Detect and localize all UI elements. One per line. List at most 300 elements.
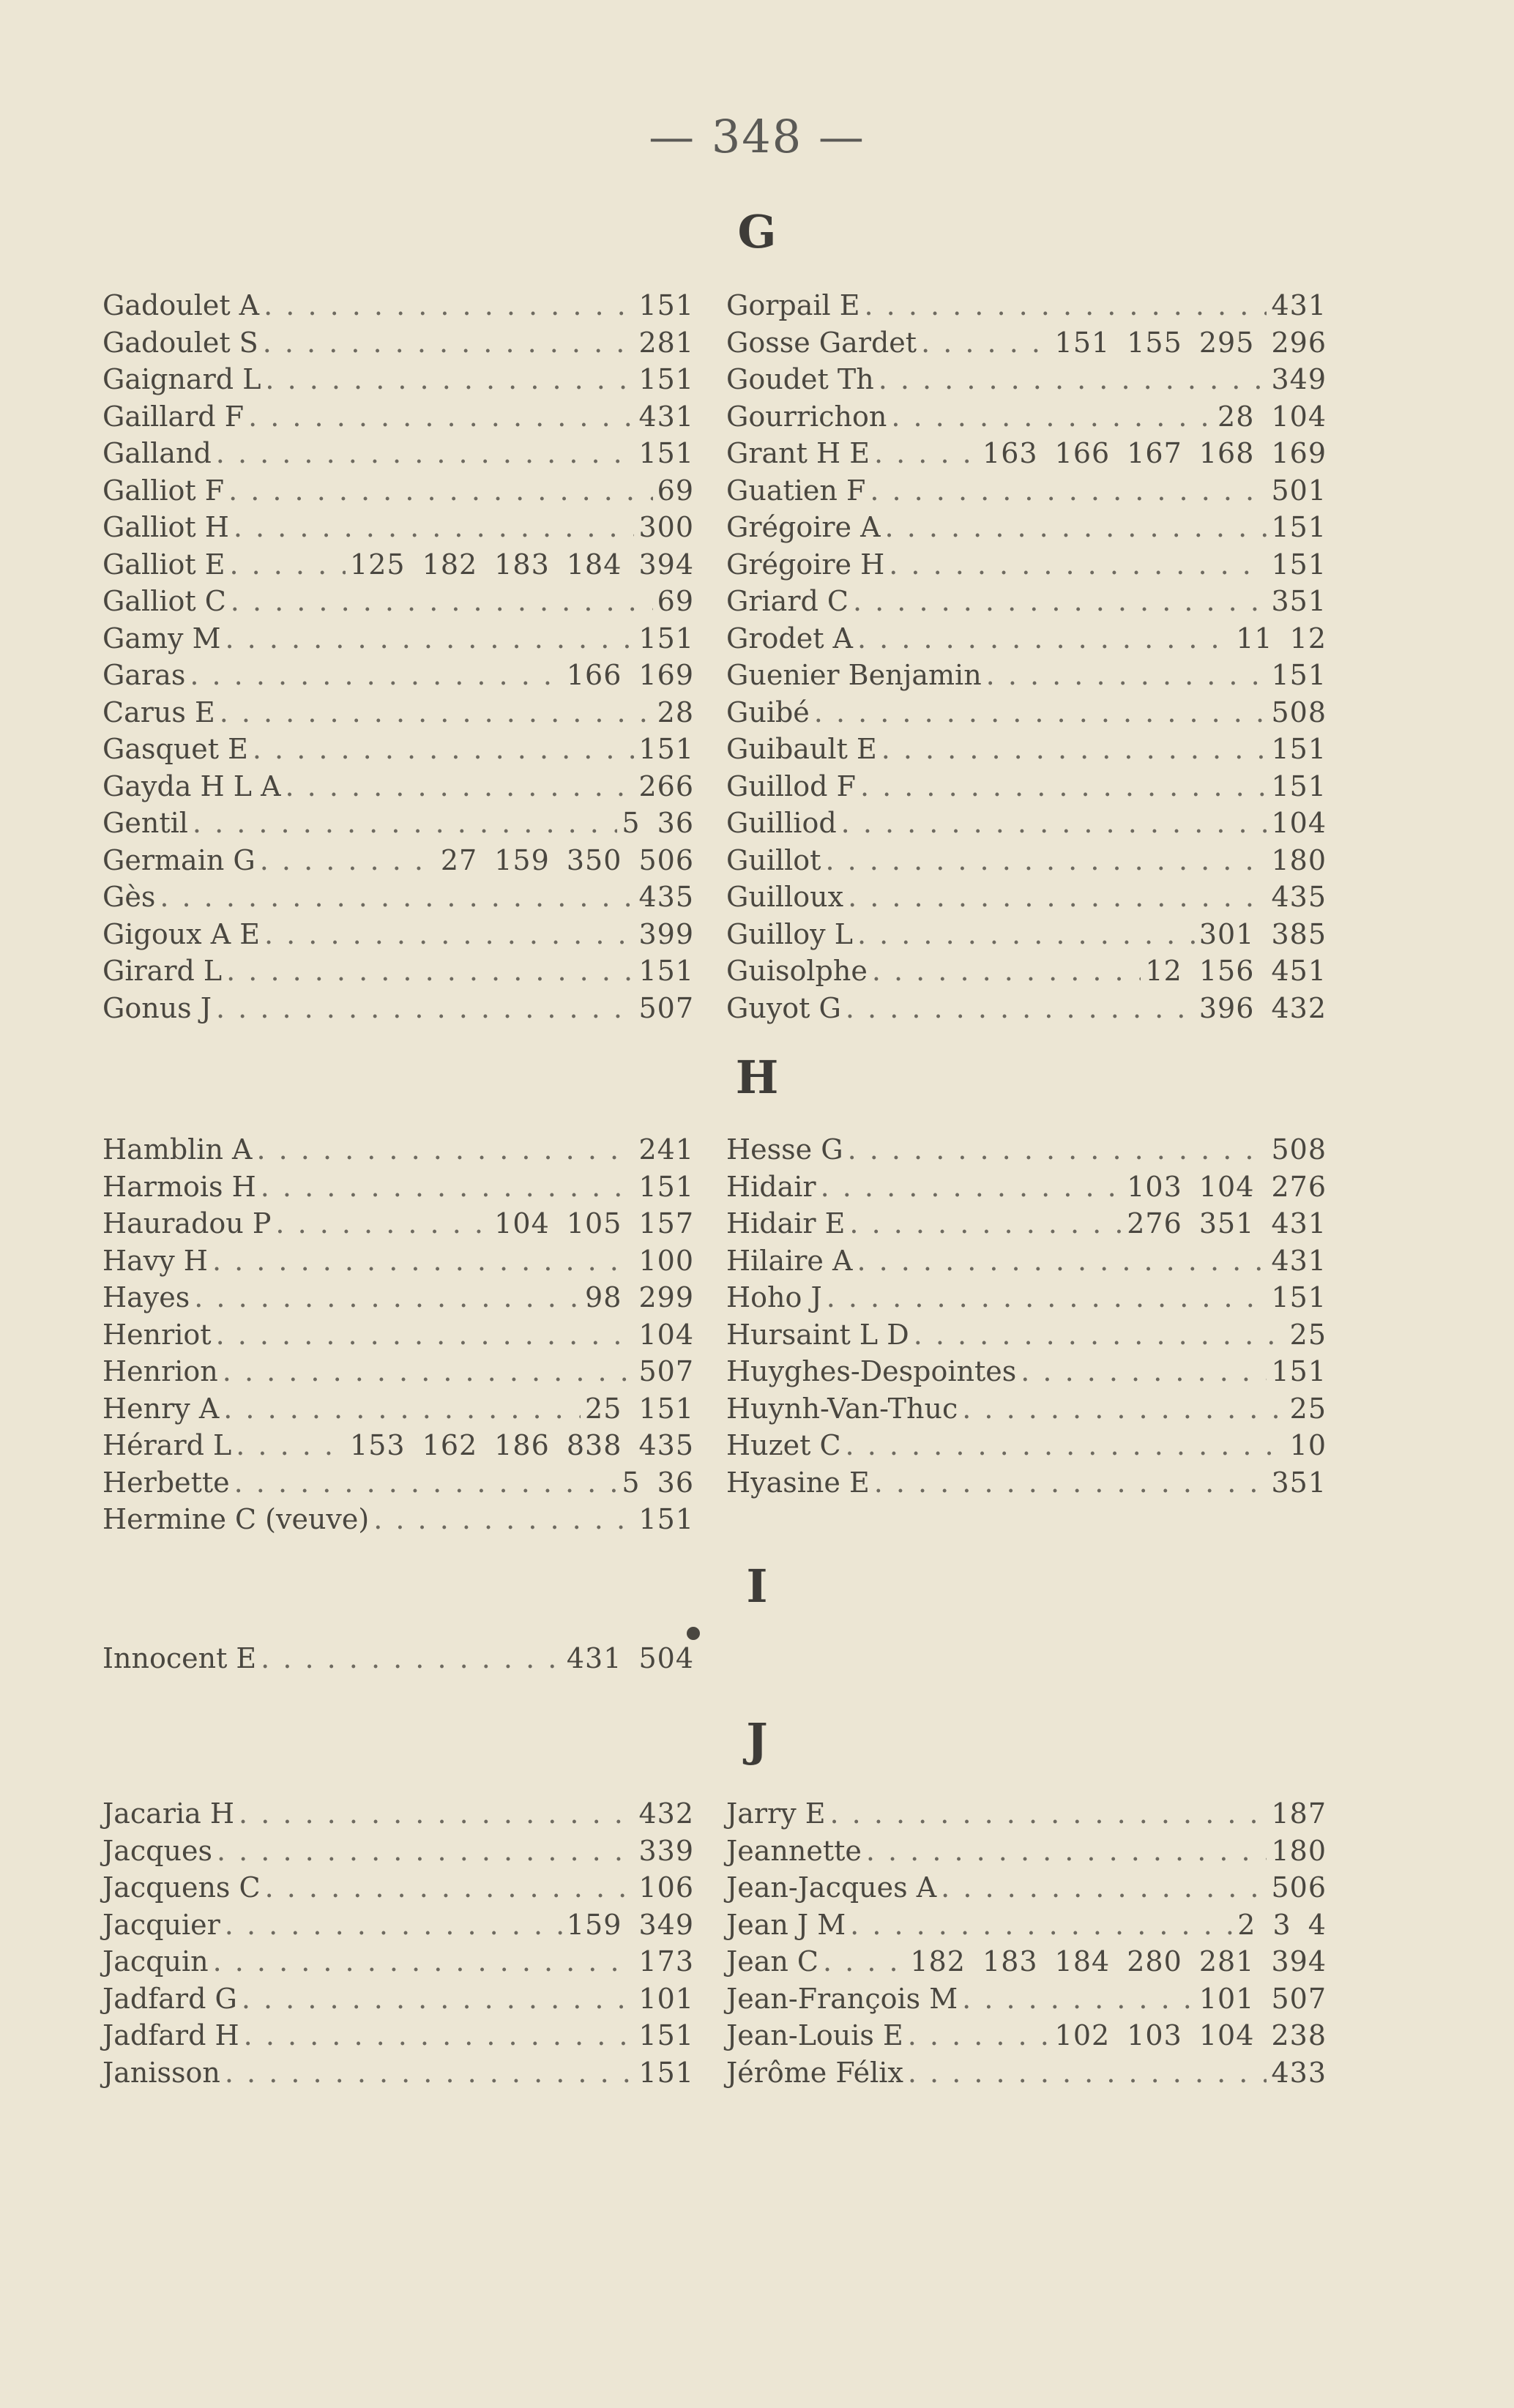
- entry-name: Henry A: [102, 1392, 220, 1425]
- entry-name: Hayes: [102, 1281, 190, 1313]
- dot-leader: [226, 953, 634, 990]
- entry-pages: 27 159 350 506: [440, 843, 694, 876]
- dot-leader: [885, 509, 1267, 546]
- entry-name: Gasquet E: [102, 733, 248, 765]
- entry-name: Innocent E: [102, 1642, 257, 1674]
- entry-name: Gonus J: [102, 991, 212, 1024]
- dot-leader: [216, 435, 635, 472]
- index-entry: [726, 879, 1327, 916]
- section-h-right-column: [726, 1131, 1327, 1501]
- page-number: — 348 —: [649, 110, 865, 163]
- dot-leader: [216, 990, 634, 1027]
- index-entry: [726, 324, 1327, 362]
- entry-pages: 508: [1271, 696, 1327, 728]
- dot-leader: [962, 1980, 1195, 2018]
- entry-name: Galland: [102, 437, 212, 469]
- entry-name: Guibault E: [726, 733, 877, 765]
- entry-name: Jérôme Félix: [726, 2056, 903, 2089]
- dot-leader: [275, 1205, 490, 1242]
- entry-name: Hauradou P: [102, 1207, 272, 1240]
- entry-name: Galliot C: [102, 585, 226, 617]
- entry-name: Jean C: [726, 1945, 819, 1978]
- dot-leader: [914, 1316, 1286, 1354]
- dot-leader: [253, 731, 635, 768]
- index-entry: [726, 1390, 1327, 1428]
- entry-pages: 12 156 451: [1145, 955, 1327, 987]
- dot-leader: [857, 1242, 1267, 1280]
- index-entry: [726, 361, 1327, 398]
- entry-name: Gamy M: [102, 622, 221, 655]
- entry-pages: 276 351 431: [1127, 1207, 1327, 1240]
- dot-leader: [857, 620, 1231, 657]
- entry-name: Guisolphe: [726, 955, 868, 987]
- entry-pages: 432: [638, 1797, 694, 1830]
- entry-pages: 180: [1271, 843, 1327, 876]
- dot-leader: [891, 398, 1213, 436]
- dot-leader: [870, 472, 1267, 510]
- entry-name: Harmois H: [102, 1170, 256, 1203]
- entry-name: Gaillard F: [102, 400, 245, 433]
- entry-pages: 431: [638, 400, 694, 433]
- entry-name: Griard C: [726, 585, 849, 617]
- index-entry: [726, 472, 1327, 510]
- entry-name: Huynh-Van-Thuc: [726, 1392, 958, 1425]
- entry-name: Goudet Th: [726, 363, 874, 395]
- dot-leader: [908, 2054, 1267, 2092]
- entry-name: Guillot: [726, 843, 821, 876]
- entry-pages: 100: [638, 1244, 694, 1277]
- entry-name: Guibé: [726, 696, 810, 728]
- entry-pages: 431 504: [566, 1642, 694, 1674]
- dot-leader: [220, 694, 653, 731]
- entry-pages: 151: [638, 2056, 694, 2089]
- index-entry: [102, 1242, 694, 1280]
- entry-pages: 159 349: [566, 1908, 694, 1941]
- dot-leader: [881, 731, 1267, 768]
- index-entry: [726, 657, 1327, 694]
- index-entry: [726, 1205, 1327, 1242]
- entry-name: Germain G: [102, 843, 256, 876]
- dot-leader: [256, 1131, 634, 1168]
- entry-name: Jacquier: [102, 1908, 220, 1941]
- index-entry: [102, 1205, 694, 1242]
- dot-leader: [827, 1279, 1267, 1316]
- entry-name: Guilloux: [726, 881, 844, 913]
- entry-pages: 151: [1271, 769, 1327, 802]
- entry-pages: 151: [638, 363, 694, 395]
- entry-pages: 28: [657, 696, 694, 728]
- entry-pages: 351: [1271, 585, 1327, 617]
- entry-pages: 266: [638, 769, 694, 802]
- entry-pages: 151: [638, 289, 694, 321]
- dot-leader: [879, 361, 1267, 398]
- entry-name: Gosse Gardet: [726, 326, 917, 359]
- index-entry: [726, 1980, 1327, 2018]
- entry-pages: 101 507: [1198, 1982, 1327, 2015]
- index-entry: [102, 2054, 694, 2092]
- entry-pages: 507: [638, 991, 694, 1024]
- entry-pages: 399: [638, 917, 694, 950]
- index-entry: [102, 1501, 694, 1538]
- index-entry: [726, 842, 1327, 879]
- index-entry: [102, 916, 694, 953]
- dot-leader: [872, 953, 1141, 990]
- index-entry: [726, 1943, 1327, 1980]
- dot-leader: [264, 916, 635, 953]
- dot-leader: [213, 1943, 635, 1980]
- entry-name: Guatien F: [726, 474, 866, 507]
- index-entry: [102, 1131, 694, 1168]
- entry-name: Gès: [102, 881, 156, 913]
- entry-name: Jadfard H: [102, 2019, 239, 2051]
- entry-pages: 182 183 184 280 281 394: [910, 1945, 1327, 1978]
- index-entry: [726, 990, 1327, 1027]
- entry-name: Carus E: [102, 696, 215, 728]
- entry-name: Girard L: [102, 955, 223, 987]
- entry-pages: 433: [1271, 2056, 1327, 2089]
- dot-leader: [236, 1427, 346, 1464]
- entry-pages: 2 3 4: [1237, 1908, 1327, 1941]
- entry-pages: 125 182 183 184 394: [350, 548, 694, 581]
- index-entry: [726, 1279, 1327, 1316]
- entry-name: Hidair: [726, 1170, 816, 1203]
- entry-pages: 431: [1271, 289, 1327, 321]
- index-entry: [726, 1464, 1327, 1502]
- entry-pages: 151: [638, 1503, 694, 1535]
- entry-name: Huzet C: [726, 1429, 841, 1461]
- index-entry: [102, 398, 694, 436]
- entry-pages: 349: [1271, 363, 1327, 395]
- index-entry: [726, 620, 1327, 657]
- entry-name: Guenier Benjamin: [726, 659, 982, 691]
- dot-leader: [941, 1869, 1267, 1906]
- dot-leader: [239, 1795, 634, 1833]
- dot-leader: [263, 324, 635, 362]
- dot-leader: [865, 287, 1267, 324]
- index-entry: [102, 1943, 694, 1980]
- dot-leader: [848, 879, 1267, 916]
- dot-leader: [846, 1427, 1286, 1464]
- entry-pages: 431: [1271, 1244, 1327, 1277]
- index-entry: [726, 287, 1327, 324]
- entry-pages: 25 151: [585, 1392, 694, 1425]
- index-entry: [726, 2054, 1327, 2092]
- index-entry: [726, 953, 1327, 990]
- entry-pages: 163 166 167 168 169: [982, 437, 1327, 469]
- dot-leader: [212, 1242, 635, 1280]
- section-i-left-column: [102, 1640, 694, 1677]
- entry-name: Guilloy L: [726, 917, 853, 950]
- entry-pages: 241: [638, 1133, 694, 1166]
- entry-pages: 300: [638, 511, 694, 543]
- entry-pages: 508: [1271, 1133, 1327, 1166]
- entry-name: Jarry E: [726, 1797, 826, 1830]
- dot-leader: [848, 1131, 1267, 1168]
- dot-leader: [261, 1168, 635, 1206]
- entry-name: Grégoire A: [726, 511, 881, 543]
- entry-name: Hursaint L D: [726, 1318, 909, 1351]
- dot-leader: [261, 1640, 562, 1677]
- entry-name: Gorpail E: [726, 289, 860, 321]
- entry-pages: 104: [1271, 807, 1327, 839]
- entry-name: Hoho J: [726, 1281, 822, 1313]
- index-entry: [102, 1980, 694, 2018]
- section-letter-g: G: [737, 205, 777, 258]
- dot-leader: [866, 1833, 1267, 1870]
- dot-leader: [242, 1980, 635, 2018]
- index-entry: [726, 1906, 1327, 1944]
- dot-leader: [841, 805, 1267, 842]
- entry-pages: 10: [1289, 1429, 1327, 1461]
- index-entry: [102, 731, 694, 768]
- section-letter-j: J: [746, 1713, 768, 1767]
- dot-leader: [229, 546, 346, 584]
- entry-name: Grodet A: [726, 622, 854, 655]
- entry-name: Jacaria H: [102, 1797, 235, 1830]
- entry-pages: 98 299: [585, 1281, 694, 1313]
- index-entry: [102, 1640, 694, 1677]
- dot-leader: [248, 398, 634, 436]
- index-entry: [102, 990, 694, 1027]
- index-entry: [726, 1242, 1327, 1280]
- dot-leader: [962, 1390, 1285, 1428]
- index-entry: [102, 1316, 694, 1354]
- dot-leader: [889, 546, 1267, 584]
- entry-pages: 104 105 157: [494, 1207, 694, 1240]
- entry-name: Huyghes-Despointes: [726, 1355, 1017, 1387]
- dot-leader: [234, 1464, 618, 1502]
- dot-leader: [231, 583, 653, 620]
- dot-leader: [849, 1205, 1122, 1242]
- entry-pages: 25: [1289, 1318, 1327, 1351]
- entry-name: Guyot G: [726, 991, 841, 1024]
- entry-name: Hesse G: [726, 1133, 843, 1166]
- entry-pages: 5 36: [622, 1466, 694, 1499]
- dot-leader: [190, 657, 562, 694]
- index-entry: [726, 1353, 1327, 1390]
- entry-name: Hilaire A: [726, 1244, 853, 1277]
- index-entry: [726, 1168, 1327, 1206]
- entry-pages: 25: [1289, 1392, 1327, 1425]
- dot-leader: [1021, 1353, 1267, 1390]
- entry-pages: 101: [638, 1982, 694, 2015]
- entry-pages: 151: [1271, 511, 1327, 543]
- entry-name: Gentil: [102, 807, 188, 839]
- index-entry: [102, 1353, 694, 1390]
- entry-pages: 103 104 276: [1127, 1170, 1327, 1203]
- entry-name: Grant H E: [726, 437, 870, 469]
- entry-pages: 396 432: [1198, 991, 1327, 1024]
- dot-leader: [830, 1795, 1267, 1833]
- entry-pages: 351: [1271, 1466, 1327, 1499]
- dot-leader: [194, 1279, 581, 1316]
- dot-leader: [225, 620, 635, 657]
- section-j-left-column: [102, 1795, 694, 2091]
- index-entry: [102, 805, 694, 842]
- section-g-left-column: [102, 287, 694, 1026]
- index-entry: [102, 657, 694, 694]
- entry-name: Gourrichon: [726, 400, 887, 433]
- dot-leader: [986, 657, 1267, 694]
- section-j-right-column: [726, 1795, 1327, 2091]
- entry-pages: 151: [638, 622, 694, 655]
- index-entry: [102, 1869, 694, 1906]
- index-entry: [102, 694, 694, 731]
- index-entry: [726, 1131, 1327, 1168]
- dot-leader: [216, 1316, 635, 1354]
- index-entry: [102, 546, 694, 584]
- entry-pages: 180: [1271, 1834, 1327, 1867]
- index-entry: [102, 435, 694, 472]
- entry-name: Galliot H: [102, 511, 229, 543]
- entry-pages: 151: [1271, 1281, 1327, 1313]
- dot-leader: [225, 1906, 562, 1944]
- entry-name: Gigoux A E: [102, 917, 260, 950]
- entry-name: Gadoulet S: [102, 326, 258, 359]
- index-entry: [102, 620, 694, 657]
- index-entry: [726, 1869, 1327, 1906]
- dot-leader: [223, 1390, 581, 1428]
- index-entry: [102, 2017, 694, 2054]
- entry-name: Jean-François M: [726, 1982, 958, 2015]
- index-entry: [726, 1427, 1327, 1464]
- entry-name: Gadoulet A: [102, 289, 260, 321]
- entry-name: Jean-Louis E: [726, 2019, 903, 2051]
- index-entry: [102, 361, 694, 398]
- index-entry: [726, 435, 1327, 472]
- index-entry: [726, 805, 1327, 842]
- entry-pages: 151: [638, 437, 694, 469]
- entry-pages: 187: [1271, 1797, 1327, 1830]
- section-g-right-column: [726, 287, 1327, 1026]
- entry-pages: 173: [638, 1945, 694, 1978]
- dot-leader: [908, 2017, 1051, 2054]
- index-entry: [102, 1168, 694, 1206]
- entry-pages: 301 385: [1198, 917, 1327, 950]
- dot-leader: [921, 324, 1051, 362]
- entry-name: Jean-Jacques A: [726, 1871, 937, 1904]
- dot-leader: [860, 768, 1267, 805]
- entry-pages: 506: [1271, 1871, 1327, 1904]
- dot-leader: [857, 916, 1195, 953]
- entry-name: Jacquens C: [102, 1871, 261, 1904]
- index-entry: [726, 916, 1327, 953]
- index-entry: [726, 509, 1327, 546]
- dot-leader: [160, 879, 634, 916]
- index-entry: [102, 583, 694, 620]
- dot-leader: [874, 435, 978, 472]
- index-entry: [102, 1833, 694, 1870]
- entry-pages: 151: [638, 2019, 694, 2051]
- dot-leader: [228, 472, 653, 510]
- entry-pages: 151: [638, 733, 694, 765]
- entry-pages: 151: [638, 955, 694, 987]
- dot-leader: [225, 2054, 635, 2092]
- entry-name: Garas: [102, 659, 186, 691]
- entry-pages: 151: [638, 1170, 694, 1203]
- dot-leader: [234, 509, 635, 546]
- index-entry: [726, 398, 1327, 436]
- index-entry: [726, 1795, 1327, 1833]
- entry-name: Jadfard G: [102, 1982, 237, 2015]
- entry-pages: 281: [638, 326, 694, 359]
- dot-leader: [265, 361, 634, 398]
- entry-pages: 151: [1271, 659, 1327, 691]
- entry-name: Hyasine E: [726, 1466, 870, 1499]
- entry-pages: 11 12: [1236, 622, 1327, 655]
- entry-name: Jean J M: [726, 1908, 846, 1941]
- index-entry: [102, 1906, 694, 1944]
- dot-leader: [874, 1464, 1267, 1502]
- index-entry: [726, 583, 1327, 620]
- index-entry: [726, 2017, 1327, 2054]
- entry-pages: 102 103 104 238: [1054, 2019, 1327, 2051]
- section-letter-i: I: [746, 1559, 768, 1613]
- index-entry: [102, 953, 694, 990]
- index-entry: [102, 472, 694, 510]
- dot-leader: [814, 694, 1267, 731]
- entry-pages: 435: [1271, 881, 1327, 913]
- entry-name: Grégoire H: [726, 548, 885, 581]
- entry-pages: 28 104: [1217, 400, 1327, 433]
- index-entry: [102, 509, 694, 546]
- entry-name: Galliot F: [102, 474, 225, 507]
- entry-name: Janisson: [102, 2056, 220, 2089]
- entry-name: Henriot: [102, 1318, 212, 1351]
- index-entry: [102, 287, 694, 324]
- entry-pages: 104: [638, 1318, 694, 1351]
- entry-pages: 166 169: [566, 659, 694, 691]
- entry-pages: 151 155 295 296: [1054, 326, 1327, 359]
- entry-name: Hamblin A: [102, 1133, 253, 1166]
- index-entry: [102, 1279, 694, 1316]
- entry-name: Herbette: [102, 1466, 230, 1499]
- index-entry: [726, 768, 1327, 805]
- dot-leader: [193, 805, 617, 842]
- entry-name: Jacques: [102, 1834, 212, 1867]
- entry-name: Henrion: [102, 1355, 218, 1387]
- dot-leader: [244, 2017, 635, 2054]
- dot-leader: [850, 1906, 1233, 1944]
- dot-leader: [260, 842, 436, 879]
- entry-name: Gaignard L: [102, 363, 261, 395]
- index-entry: [102, 324, 694, 362]
- entry-pages: 339: [638, 1834, 694, 1867]
- entry-name: Hérard L: [102, 1429, 232, 1461]
- index-entry: [726, 694, 1327, 731]
- index-entry: [726, 1833, 1327, 1870]
- dot-leader: [373, 1501, 634, 1538]
- index-entry: [102, 842, 694, 879]
- entry-pages: 151: [1271, 1355, 1327, 1387]
- index-entry: [102, 1464, 694, 1502]
- dot-leader: [853, 583, 1267, 620]
- ink-dot: [687, 1627, 700, 1640]
- dot-leader: [265, 1869, 635, 1906]
- index-entry: [102, 1795, 694, 1833]
- entry-name: Gayda H L A: [102, 769, 281, 802]
- dot-leader: [264, 287, 634, 324]
- dot-leader: [823, 1943, 906, 1980]
- index-entry: [726, 1316, 1327, 1354]
- entry-pages: 151: [1271, 548, 1327, 581]
- entry-pages: 507: [638, 1355, 694, 1387]
- dot-leader: [825, 842, 1267, 879]
- entry-name: Galliot E: [102, 548, 225, 581]
- entry-pages: 435: [638, 881, 694, 913]
- index-entry: [102, 768, 694, 805]
- entry-name: Guilliod: [726, 807, 837, 839]
